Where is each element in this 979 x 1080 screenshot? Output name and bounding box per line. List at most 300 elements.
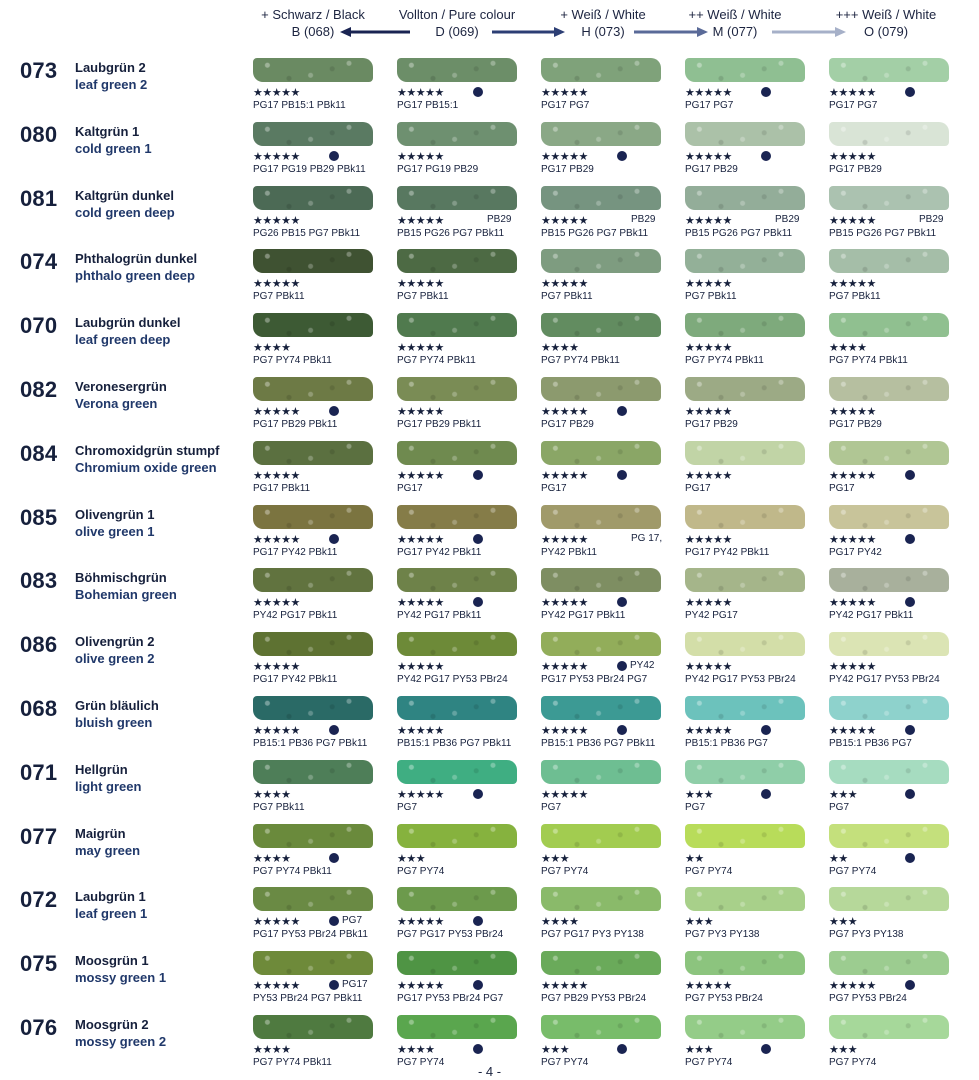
pastel-swatch xyxy=(253,377,373,401)
lightfastness-stars-icon: ★★★★★ xyxy=(253,277,300,291)
pastel-swatch xyxy=(829,441,949,465)
color-swatch-cell xyxy=(541,694,666,756)
pastel-swatch xyxy=(541,441,661,465)
color-swatch-cell xyxy=(541,566,666,628)
color-row xyxy=(0,247,979,311)
lightfastness-stars-icon: ★★★★★ xyxy=(541,86,588,99)
color-names xyxy=(75,633,154,667)
lightfastness-stars-icon: ★★★★★ xyxy=(397,341,444,355)
color-swatch-cell xyxy=(829,566,954,628)
lightfastness-stars-icon: ★★★★★ xyxy=(397,787,444,801)
color-code: 080 xyxy=(20,121,58,147)
pigment-codes: PG7 xyxy=(685,801,706,813)
color-swatch-cell xyxy=(397,184,522,246)
color-swatch-cell xyxy=(685,566,810,628)
pigment-codes: PG7 PY74 xyxy=(397,1057,445,1068)
lightfastness-meta xyxy=(541,86,666,100)
color-swatch-cell xyxy=(397,758,522,820)
pigment-codes: PG17 PY42 PBk11 xyxy=(253,674,338,686)
color-name-german: Moosgrün 1 xyxy=(75,953,149,969)
lightfastness-meta xyxy=(397,915,522,929)
pigment-codes: PG7 PY74 xyxy=(541,865,589,877)
pigment-codes: PG17 PBk11 xyxy=(253,482,311,494)
pigment-codes: PY42 PG17 xyxy=(685,610,738,622)
color-swatch-cell xyxy=(397,311,522,373)
color-swatch-cell xyxy=(397,56,522,118)
color-name-english: Chromium oxide green xyxy=(75,459,217,475)
opacity-dot-icon xyxy=(761,87,771,97)
pastel-swatch xyxy=(685,58,805,82)
lightfastness-meta xyxy=(829,979,954,993)
color-swatch-cell xyxy=(253,311,378,373)
color-name-german: Laubgrün 2 xyxy=(75,60,146,75)
color-code: 084 xyxy=(20,440,58,466)
lightfastness-stars-icon: ★★★★★ xyxy=(685,468,732,482)
lightfastness-stars-icon: ★★★★★ xyxy=(829,149,876,163)
opacity-dot-icon xyxy=(905,980,915,990)
lightfastness-meta xyxy=(253,596,378,610)
pigment-codes: PG7 PBk11 xyxy=(829,291,881,303)
color-row xyxy=(0,822,979,886)
lightfastness-stars-icon: ★★★★★ xyxy=(397,86,444,99)
opacity-dot-icon xyxy=(473,916,483,926)
pastel-swatch xyxy=(541,249,661,273)
color-code: 070 xyxy=(20,313,58,339)
lightfastness-stars-icon: ★★★★★ xyxy=(397,596,444,610)
lightfastness-meta xyxy=(253,915,378,929)
opacity-dot-icon xyxy=(617,151,627,161)
color-row xyxy=(0,56,979,120)
color-swatch-cell xyxy=(829,247,954,309)
lightfastness-stars-icon: ★★★★★ xyxy=(253,86,300,99)
pastel-swatch xyxy=(829,568,949,592)
pastel-swatch xyxy=(829,505,949,529)
lightfastness-stars-icon: ★★★★★ xyxy=(253,405,300,418)
opacity-dot-icon xyxy=(761,151,771,161)
pigment-codes: PB15:1 PB36 PG7 PBk11 xyxy=(541,738,656,749)
color-swatch-cell xyxy=(541,949,666,1011)
pastel-swatch xyxy=(253,122,373,146)
opacity-dot-icon xyxy=(905,789,915,799)
lightfastness-stars-icon: ★★★★★ xyxy=(829,596,876,610)
pastel-swatch xyxy=(541,760,661,784)
lightfastness-meta xyxy=(685,214,810,228)
pastel-swatch xyxy=(685,696,805,720)
lightfastness-meta xyxy=(541,788,666,802)
color-name-english: mossy green 1 xyxy=(75,970,167,986)
lightfastness-meta xyxy=(541,533,666,547)
lightfastness-meta xyxy=(829,724,954,738)
pastel-swatch xyxy=(253,249,373,273)
opacity-dot-icon xyxy=(473,1044,483,1054)
color-names xyxy=(75,1016,166,1050)
lightfastness-stars-icon: ★★★★★ xyxy=(541,532,588,546)
color-code: 077 xyxy=(20,823,58,849)
color-name-german: Veronesergrün xyxy=(75,379,167,394)
lightfastness-meta xyxy=(397,724,522,738)
opacity-dot-icon xyxy=(329,980,339,990)
color-swatch-cell xyxy=(829,503,954,565)
lightfastness-meta xyxy=(541,214,666,228)
pastel-swatch xyxy=(253,58,373,82)
opacity-dot-icon xyxy=(329,853,339,863)
pastel-swatch xyxy=(829,58,949,82)
lightfastness-stars-icon: ★★★★★ xyxy=(685,979,732,993)
color-name-german: Olivengrün 2 xyxy=(75,634,155,650)
lightfastness-meta xyxy=(397,277,522,291)
column-code: D (069) xyxy=(435,24,479,39)
lightfastness-meta xyxy=(541,1043,666,1057)
lightfastness-meta xyxy=(685,405,810,419)
column-title: ++ Weiß / White xyxy=(688,7,782,22)
color-name-german: Kaltgrün 1 xyxy=(75,123,140,139)
lightfastness-meta xyxy=(541,979,666,993)
lightfastness-stars-icon: ★★★ xyxy=(685,915,714,929)
color-row xyxy=(0,885,979,949)
color-code: 083 xyxy=(20,568,58,594)
color-code: 082 xyxy=(20,377,58,402)
lightfastness-meta xyxy=(397,533,522,547)
lightfastness-meta xyxy=(397,214,522,228)
color-swatch-cell xyxy=(253,758,378,820)
pigment-codes: PG17 PY42 xyxy=(829,546,882,558)
pigment-codes: PG17 PB29 xyxy=(829,163,882,175)
pigment-codes: PB15 PG26 PG7 PBk11 xyxy=(685,227,793,239)
pastel-swatch xyxy=(253,441,373,465)
opacity-dot-icon xyxy=(329,534,339,544)
opacity-dot-icon xyxy=(761,725,771,735)
color-swatch-cell xyxy=(253,56,378,118)
lightfastness-meta xyxy=(829,150,954,164)
lightfastness-meta xyxy=(829,596,954,610)
pastel-swatch xyxy=(397,632,517,656)
lightfastness-stars-icon: ★★★★★ xyxy=(397,213,444,227)
lightfastness-meta xyxy=(253,86,378,100)
pigment-codes: PG7 PY74 xyxy=(397,865,445,877)
lightfastness-meta xyxy=(829,405,954,419)
color-swatch-cell xyxy=(541,311,666,373)
opacity-dot-icon xyxy=(473,470,483,480)
opacity-dot-icon xyxy=(617,1044,627,1054)
opacity-dot-icon xyxy=(617,725,627,735)
pastel-swatch xyxy=(829,313,949,337)
color-code: 068 xyxy=(20,696,58,721)
color-swatch-cell xyxy=(541,503,666,565)
color-name-english: Verona green xyxy=(75,396,158,411)
opacity-dot-icon xyxy=(905,534,915,544)
color-swatch-cell xyxy=(829,120,954,182)
pastel-swatch xyxy=(829,887,949,911)
lightfastness-stars-icon: ★★★★★ xyxy=(253,724,300,737)
pigment-codes: PG7 xyxy=(397,801,418,813)
color-name-english: cold green 1 xyxy=(75,140,152,156)
color-row xyxy=(0,375,979,439)
lightfastness-stars-icon: ★★★★★ xyxy=(541,213,588,227)
lightfastness-stars-icon: ★★★★ xyxy=(829,341,867,355)
opacity-dot-icon xyxy=(617,661,627,671)
color-row xyxy=(0,630,979,694)
pigment-codes: PG17 PB29 xyxy=(685,163,738,175)
color-swatch-cell xyxy=(829,694,954,756)
pigment-codes: PG17 PY42 PBk11 xyxy=(397,546,482,558)
lightfastness-meta xyxy=(253,1043,378,1057)
lightfastness-meta xyxy=(253,341,378,355)
lightfastness-meta xyxy=(541,596,666,610)
color-swatch-cell xyxy=(541,184,666,246)
color-names xyxy=(75,378,167,412)
column-header-0 xyxy=(238,6,388,40)
color-names xyxy=(75,506,154,540)
pastel-swatch xyxy=(829,122,949,146)
lightfastness-meta xyxy=(685,788,810,802)
pastel-swatch xyxy=(541,377,661,401)
lightfastness-stars-icon: ★★★★★ xyxy=(397,405,444,418)
lightfastness-meta xyxy=(253,724,378,738)
lightfastness-stars-icon: ★★★★★ xyxy=(541,468,588,482)
lightfastness-meta xyxy=(829,341,954,355)
pastel-swatch xyxy=(685,887,805,911)
lightfastness-stars-icon: ★★★ xyxy=(541,1043,570,1056)
color-swatch-cell xyxy=(397,120,522,182)
pigment-codes: PG7 PY53 PBr24 xyxy=(829,993,907,1005)
lightfastness-stars-icon: ★★★★★ xyxy=(685,660,732,674)
pastel-swatch xyxy=(829,632,949,656)
pigment-codes: PY42 PG17 PBk11 xyxy=(253,610,338,622)
color-name-english: cold green deep xyxy=(75,204,175,220)
opacity-dot-icon xyxy=(617,406,627,416)
lightfastness-meta xyxy=(829,788,954,802)
pigment-codes: PG17 xyxy=(397,482,423,494)
color-code: 081 xyxy=(20,185,58,211)
color-name-english: leaf green 2 xyxy=(75,77,148,92)
pastel-swatch xyxy=(685,824,805,848)
lightfastness-stars-icon: ★★★★★ xyxy=(685,724,732,737)
color-name-german: Laubgrün dunkel xyxy=(75,315,181,331)
color-row xyxy=(0,503,979,567)
color-swatch-cell xyxy=(397,885,522,947)
pastel-swatch xyxy=(253,887,373,911)
lightfastness-meta xyxy=(685,150,810,164)
lightfastness-meta xyxy=(397,852,522,866)
lightfastness-stars-icon: ★★★★★ xyxy=(253,213,300,227)
pigment-codes: PG7 xyxy=(541,801,562,813)
color-names xyxy=(75,569,177,603)
lightfastness-stars-icon: ★★★★ xyxy=(541,341,579,355)
lightfastness-meta xyxy=(685,724,810,738)
color-swatch-cell xyxy=(829,822,954,884)
pigment-codes: PG17 PY53 PBr24 PBk11 xyxy=(253,929,368,941)
pastel-swatch xyxy=(541,58,661,82)
lightfastness-stars-icon: ★★★★★ xyxy=(685,277,732,291)
opacity-dot-icon xyxy=(329,916,339,926)
lightfastness-stars-icon: ★★★★★ xyxy=(829,86,876,99)
column-title: Vollton / Pure colour xyxy=(398,7,516,22)
lightfastness-meta xyxy=(829,660,954,674)
color-name-english: bluish green xyxy=(75,715,153,730)
color-swatch-cell xyxy=(829,949,954,1011)
color-name-english: phthalo green deep xyxy=(75,268,195,284)
lightfastness-stars-icon: ★★★★★ xyxy=(253,532,300,546)
lightfastness-meta xyxy=(541,852,666,866)
color-row xyxy=(0,439,979,503)
pigment-codes: PG17 PG19 PB29 PBk11 xyxy=(253,163,366,175)
color-swatch-cell xyxy=(397,694,522,756)
lightfastness-stars-icon: ★★★ xyxy=(829,1043,858,1056)
pastel-swatch xyxy=(685,760,805,784)
color-swatch-cell xyxy=(829,184,954,246)
color-swatch-cell xyxy=(829,311,954,373)
lightfastness-meta xyxy=(685,341,810,355)
color-names xyxy=(75,697,159,731)
color-swatch-cell xyxy=(253,439,378,501)
column-header-4 xyxy=(811,6,961,40)
pigment-codes: PG17 PB29 PBk11 xyxy=(397,419,482,430)
pastel-swatch xyxy=(397,568,517,592)
color-name-german: Phthalogrün dunkel xyxy=(75,251,198,267)
lightfastness-stars-icon: ★★★★★ xyxy=(541,596,588,610)
color-name-german: Kaltgrün dunkel xyxy=(75,187,174,203)
color-name-english: olive green 2 xyxy=(75,651,155,667)
lightfastness-meta xyxy=(685,469,810,483)
color-swatch-cell xyxy=(253,247,378,309)
color-code: 085 xyxy=(20,504,58,530)
lightfastness-meta xyxy=(541,150,666,164)
lightfastness-stars-icon: ★★★★★ xyxy=(253,979,300,993)
color-name-german: Olivengrün 1 xyxy=(75,506,155,522)
lightfastness-stars-icon: ★★★★★ xyxy=(541,724,588,737)
pigment-codes: PG17 xyxy=(829,482,855,494)
opacity-dot-icon xyxy=(617,470,627,480)
color-names xyxy=(75,250,197,284)
lightfastness-meta xyxy=(253,277,378,291)
pastel-swatch xyxy=(397,441,517,465)
pigment-note: PG 17, xyxy=(631,532,663,544)
pastel-swatch xyxy=(541,951,661,975)
lightfastness-stars-icon: ★★★★★ xyxy=(397,149,444,163)
pastel-swatch xyxy=(253,1015,373,1039)
column-title: + Schwarz / Black xyxy=(261,7,365,22)
color-names xyxy=(75,888,147,922)
lightfastness-stars-icon: ★★★★★ xyxy=(253,660,300,674)
pigment-codes: PG7 PY74 PBk11 xyxy=(829,355,908,367)
lightfastness-meta xyxy=(253,979,378,993)
opacity-dot-icon xyxy=(329,151,339,161)
lightfastness-stars-icon: ★★★ xyxy=(829,915,858,929)
color-swatch-cell xyxy=(397,439,522,501)
lightfastness-stars-icon: ★★★★★ xyxy=(829,405,876,418)
color-swatch-cell xyxy=(397,949,522,1011)
color-swatch-cell xyxy=(685,375,810,437)
color-name-german: Moosgrün 2 xyxy=(75,1017,149,1032)
lightfastness-stars-icon: ★★★★★ xyxy=(829,468,876,482)
pastel-swatch xyxy=(253,632,373,656)
opacity-dot-icon xyxy=(905,470,915,480)
pigment-codes: PG7 PY3 PY138 xyxy=(829,929,904,941)
lightfastness-meta xyxy=(685,277,810,291)
pastel-swatch xyxy=(685,1015,805,1039)
pastel-swatch xyxy=(829,186,949,210)
color-name-english: Bohemian green xyxy=(75,587,177,603)
color-swatch-cell xyxy=(253,375,378,437)
color-swatch-cell xyxy=(397,630,522,692)
pigment-codes: PB15 PG26 PG7 PBk11 xyxy=(397,227,505,239)
pastel-swatch xyxy=(253,824,373,848)
color-code: 076 xyxy=(20,1015,58,1040)
pigment-codes: PG17 PY42 PBk11 xyxy=(685,546,770,558)
color-names xyxy=(75,825,140,859)
pigment-codes: PG7 PY74 xyxy=(685,865,733,877)
color-swatch-cell xyxy=(685,439,810,501)
pigment-codes: PG17 PB29 xyxy=(541,163,594,175)
pastel-swatch xyxy=(541,313,661,337)
pigment-note: PB29 xyxy=(775,213,800,225)
color-swatch-cell xyxy=(829,56,954,118)
color-swatch-cell xyxy=(541,120,666,182)
color-row xyxy=(0,184,979,248)
lightfastness-stars-icon: ★★★★★ xyxy=(829,979,876,993)
color-name-english: light green xyxy=(75,778,142,794)
lightfastness-stars-icon: ★★★★★ xyxy=(541,660,588,674)
color-names xyxy=(75,314,180,348)
lightfastness-meta xyxy=(397,660,522,674)
pastel-swatch xyxy=(397,824,517,848)
pigment-note: PG17 xyxy=(342,979,368,991)
lightfastness-stars-icon: ★★★★★ xyxy=(541,277,588,291)
pastel-swatch xyxy=(829,1015,949,1039)
color-name-english: olive green 1 xyxy=(75,523,155,539)
lightfastness-stars-icon: ★★★★★ xyxy=(685,405,732,418)
pigment-note: PB29 xyxy=(487,213,512,225)
pastel-swatch xyxy=(685,122,805,146)
pigment-codes: PG17 PB29 xyxy=(685,419,738,430)
pigment-codes: PG7 PBk11 xyxy=(397,291,449,303)
pastel-swatch xyxy=(253,696,373,720)
pigment-codes: PG7 PB29 PY53 PBr24 xyxy=(541,993,647,1005)
pigment-codes: PG7 PY74 PBk11 xyxy=(541,355,620,367)
column-code: H (073) xyxy=(581,24,625,39)
pastel-swatch xyxy=(397,505,517,529)
pastel-swatch xyxy=(829,760,949,784)
color-swatch-cell xyxy=(541,630,666,692)
pastel-swatch xyxy=(397,58,517,82)
page-number: - 4 - xyxy=(477,1064,502,1079)
pastel-swatch xyxy=(541,632,661,656)
pigment-codes: PG7 PBk11 xyxy=(253,801,305,813)
color-code: 074 xyxy=(20,249,58,275)
lightfastness-stars-icon: ★★★★ xyxy=(253,341,291,355)
pigment-codes: PB15:1 PB36 PG7 PBk11 xyxy=(397,738,512,749)
color-swatch-cell xyxy=(829,630,954,692)
column-header-2 xyxy=(528,6,678,40)
lightfastness-meta xyxy=(685,915,810,929)
lightfastness-meta xyxy=(829,533,954,547)
pastel-swatch xyxy=(541,186,661,210)
color-name-german: Böhmischgrün xyxy=(75,570,167,586)
pigment-codes: PG17 PG7 xyxy=(829,100,878,111)
pigment-codes: PG17 PB15:1 xyxy=(397,100,459,111)
lightfastness-stars-icon: ★★★★★ xyxy=(685,532,732,546)
pastel-swatch xyxy=(397,313,517,337)
color-swatch-cell xyxy=(397,247,522,309)
lightfastness-meta xyxy=(253,660,378,674)
pigment-note: PB29 xyxy=(631,213,656,225)
color-swatch-cell xyxy=(253,630,378,692)
opacity-dot-icon xyxy=(905,597,915,607)
lightfastness-stars-icon: ★★★★★ xyxy=(829,277,876,291)
pastel-swatch xyxy=(541,505,661,529)
pastel-swatch xyxy=(685,441,805,465)
color-name-english: may green xyxy=(75,842,141,858)
